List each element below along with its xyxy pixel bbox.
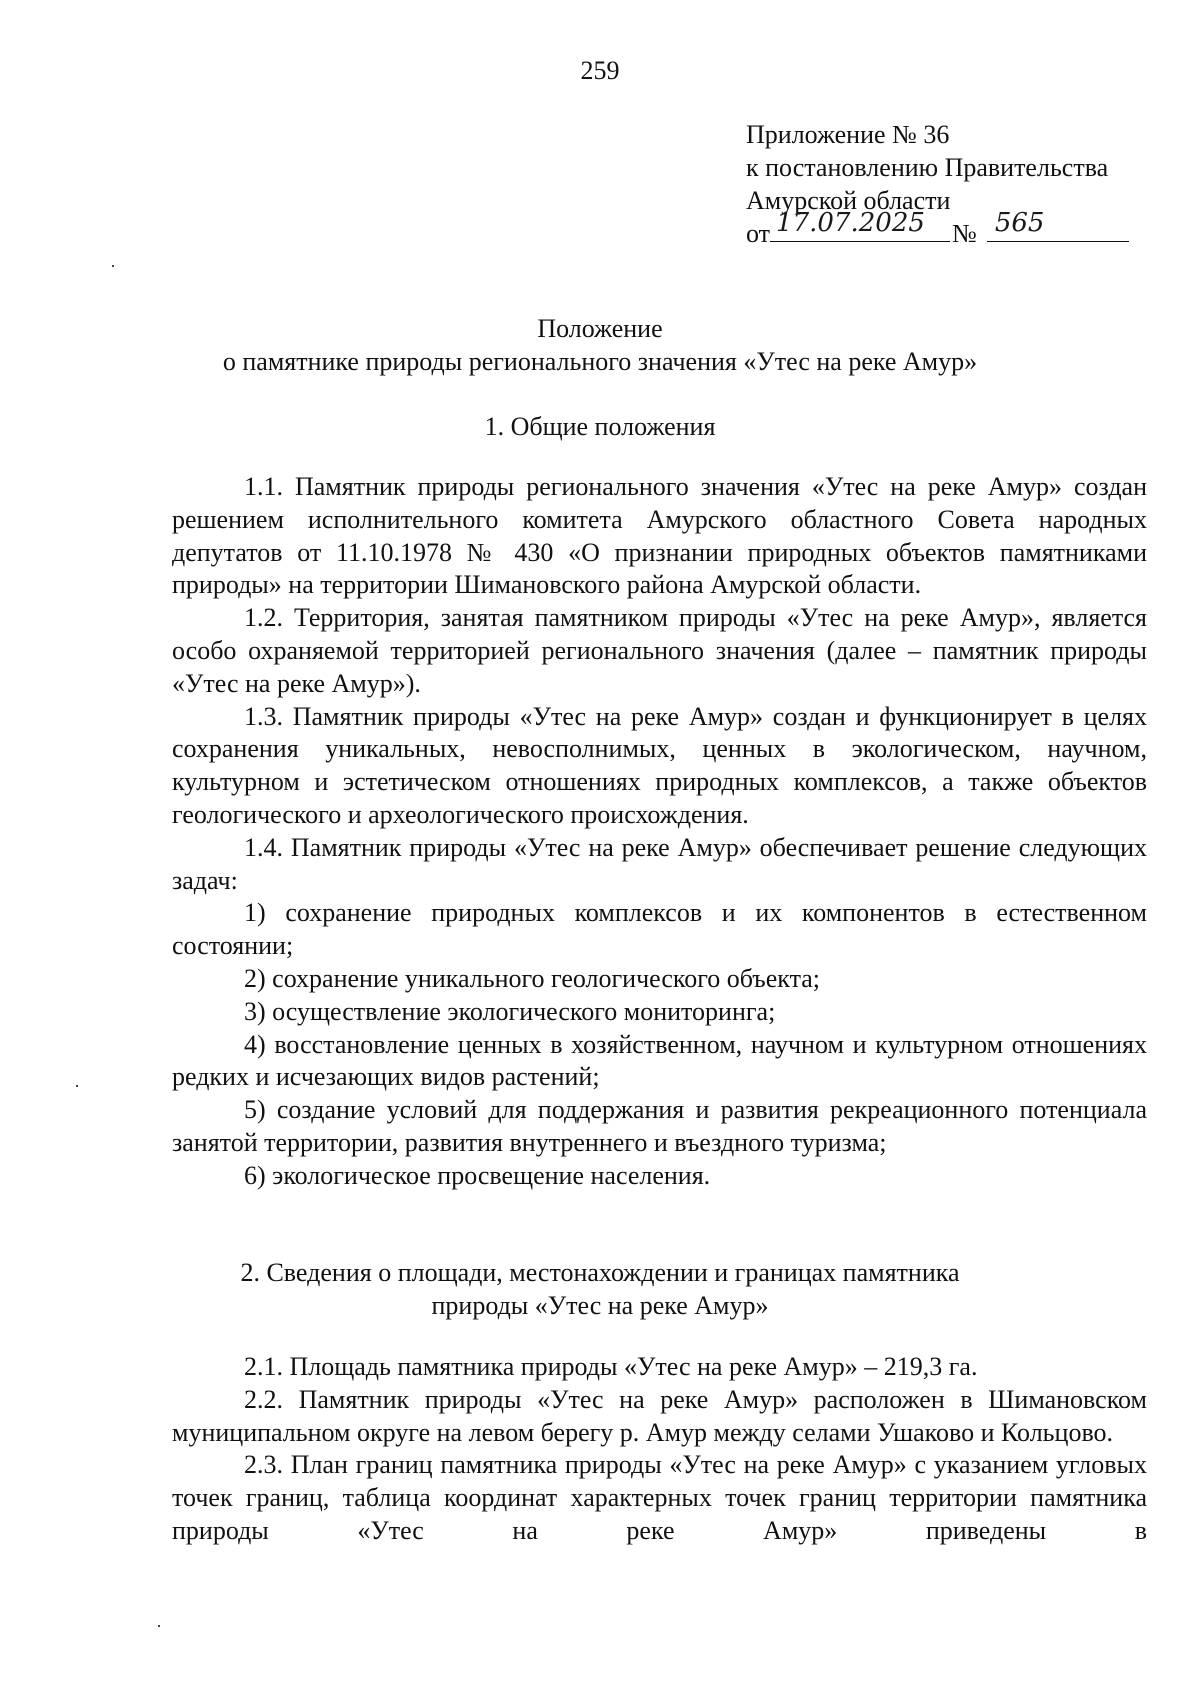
list-item-6: 6) экологическое просвещение населения. <box>244 1160 711 1190</box>
handwritten-number: 565 <box>994 208 1045 238</box>
appendix-region: Амурской области <box>746 186 951 215</box>
list-item-2: 2) сохранение уникального геологического объекта; <box>244 963 821 993</box>
section-1-heading: 1. Общие положения <box>484 412 716 441</box>
section-2-heading-line-1: 2. Сведения о площади, местонахождении и границах памятника <box>240 1258 960 1287</box>
list-item-4: 4) восстановление ценных в хозяйственном, научном и культурном отношениях редких и исчезающих видов растений; <box>172 1029 1147 1092</box>
scan-speck <box>76 1085 78 1087</box>
scan-speck <box>158 1625 160 1627</box>
date-field <box>770 208 950 242</box>
number-field <box>987 208 1129 242</box>
paragraph-2-3: 2.3. План границ памятника природы «Утес на реке Амур» с указанием угловых точек границ, таблица координат характерных точек границ территории памятника природы «Утес на реке Амур» приведены в <box>172 1450 1147 1545</box>
date-prefix: от <box>746 219 771 248</box>
number-label: № <box>952 219 977 248</box>
paragraph-2-1: 2.1. Площадь памятника природы «Утес на реке Амур» – 219,3 га. <box>244 1352 978 1381</box>
page-number: 259 <box>580 56 620 85</box>
list-item-3: 3) осуществление экологического мониторинга; <box>244 996 776 1026</box>
paragraph-1-3: 1.3. Памятник природы «Утес на реке Амур» создан и функционирует в целях сохранения уникальных, невосполнимых, ценных в экологическом, научном, культурном и эстетическом отношениях природных комплексов, а также объектов геологического и археологического происхождения. <box>172 701 1147 829</box>
list-item-1: 1) сохранение природных комплексов и их компонентов в естественном состоянии; <box>172 898 1147 961</box>
section-2-body <box>172 1351 1147 1548</box>
appendix-resolution: к постановлению Правительства <box>746 153 1109 182</box>
paragraph-2-2: 2.2. Памятник природы «Утес на реке Амур» расположен в Шимановском муниципальном округе на левом берегу р. Амур между селами Ушаково и Кольцово. <box>172 1384 1147 1447</box>
title-line-1: Положение <box>537 314 663 343</box>
appendix-number: Приложение № 36 <box>746 120 950 149</box>
title-line-2: о памятнике природы регионального значения «Утес на реке Амур» <box>222 347 978 376</box>
document-title <box>0 312 1200 378</box>
paragraph-1-2: 1.2. Территория, занятая памятником природы «Утес на реке Амур», является особо охраняемой территорией регионального значения (далее – памятник природы «Утес на реке Амур»). <box>172 603 1147 698</box>
scan-speck <box>112 265 114 267</box>
section-2-heading-line-2: природы «Утес на реке Амур» <box>431 1291 769 1320</box>
paragraph-1-4: 1.4. Памятник природы «Утес на реке Амур» обеспечивает решение следующих задач: <box>172 832 1147 895</box>
section-2-heading <box>0 1256 1200 1322</box>
appendix-block <box>746 118 1129 253</box>
list-item-5: 5) создание условий для поддержания и развития рекреационного потенциала занятой территории, развития внутреннего и въездного туризма; <box>172 1095 1147 1157</box>
appendix-date-row <box>746 208 1129 253</box>
handwritten-date: 17.07.2025 <box>776 208 925 238</box>
section-1-body <box>172 471 1147 1193</box>
paragraph-1-1: 1.1. Памятник природы регионального значения «Утес на реке Амур» создан решением исполнительного комитета Амурского областного Совета народных депутатов от 11.10.1978 № 430 «О признании природных объектов памятниками природы» на территории Шимановского района Амурской области. <box>172 472 1147 600</box>
